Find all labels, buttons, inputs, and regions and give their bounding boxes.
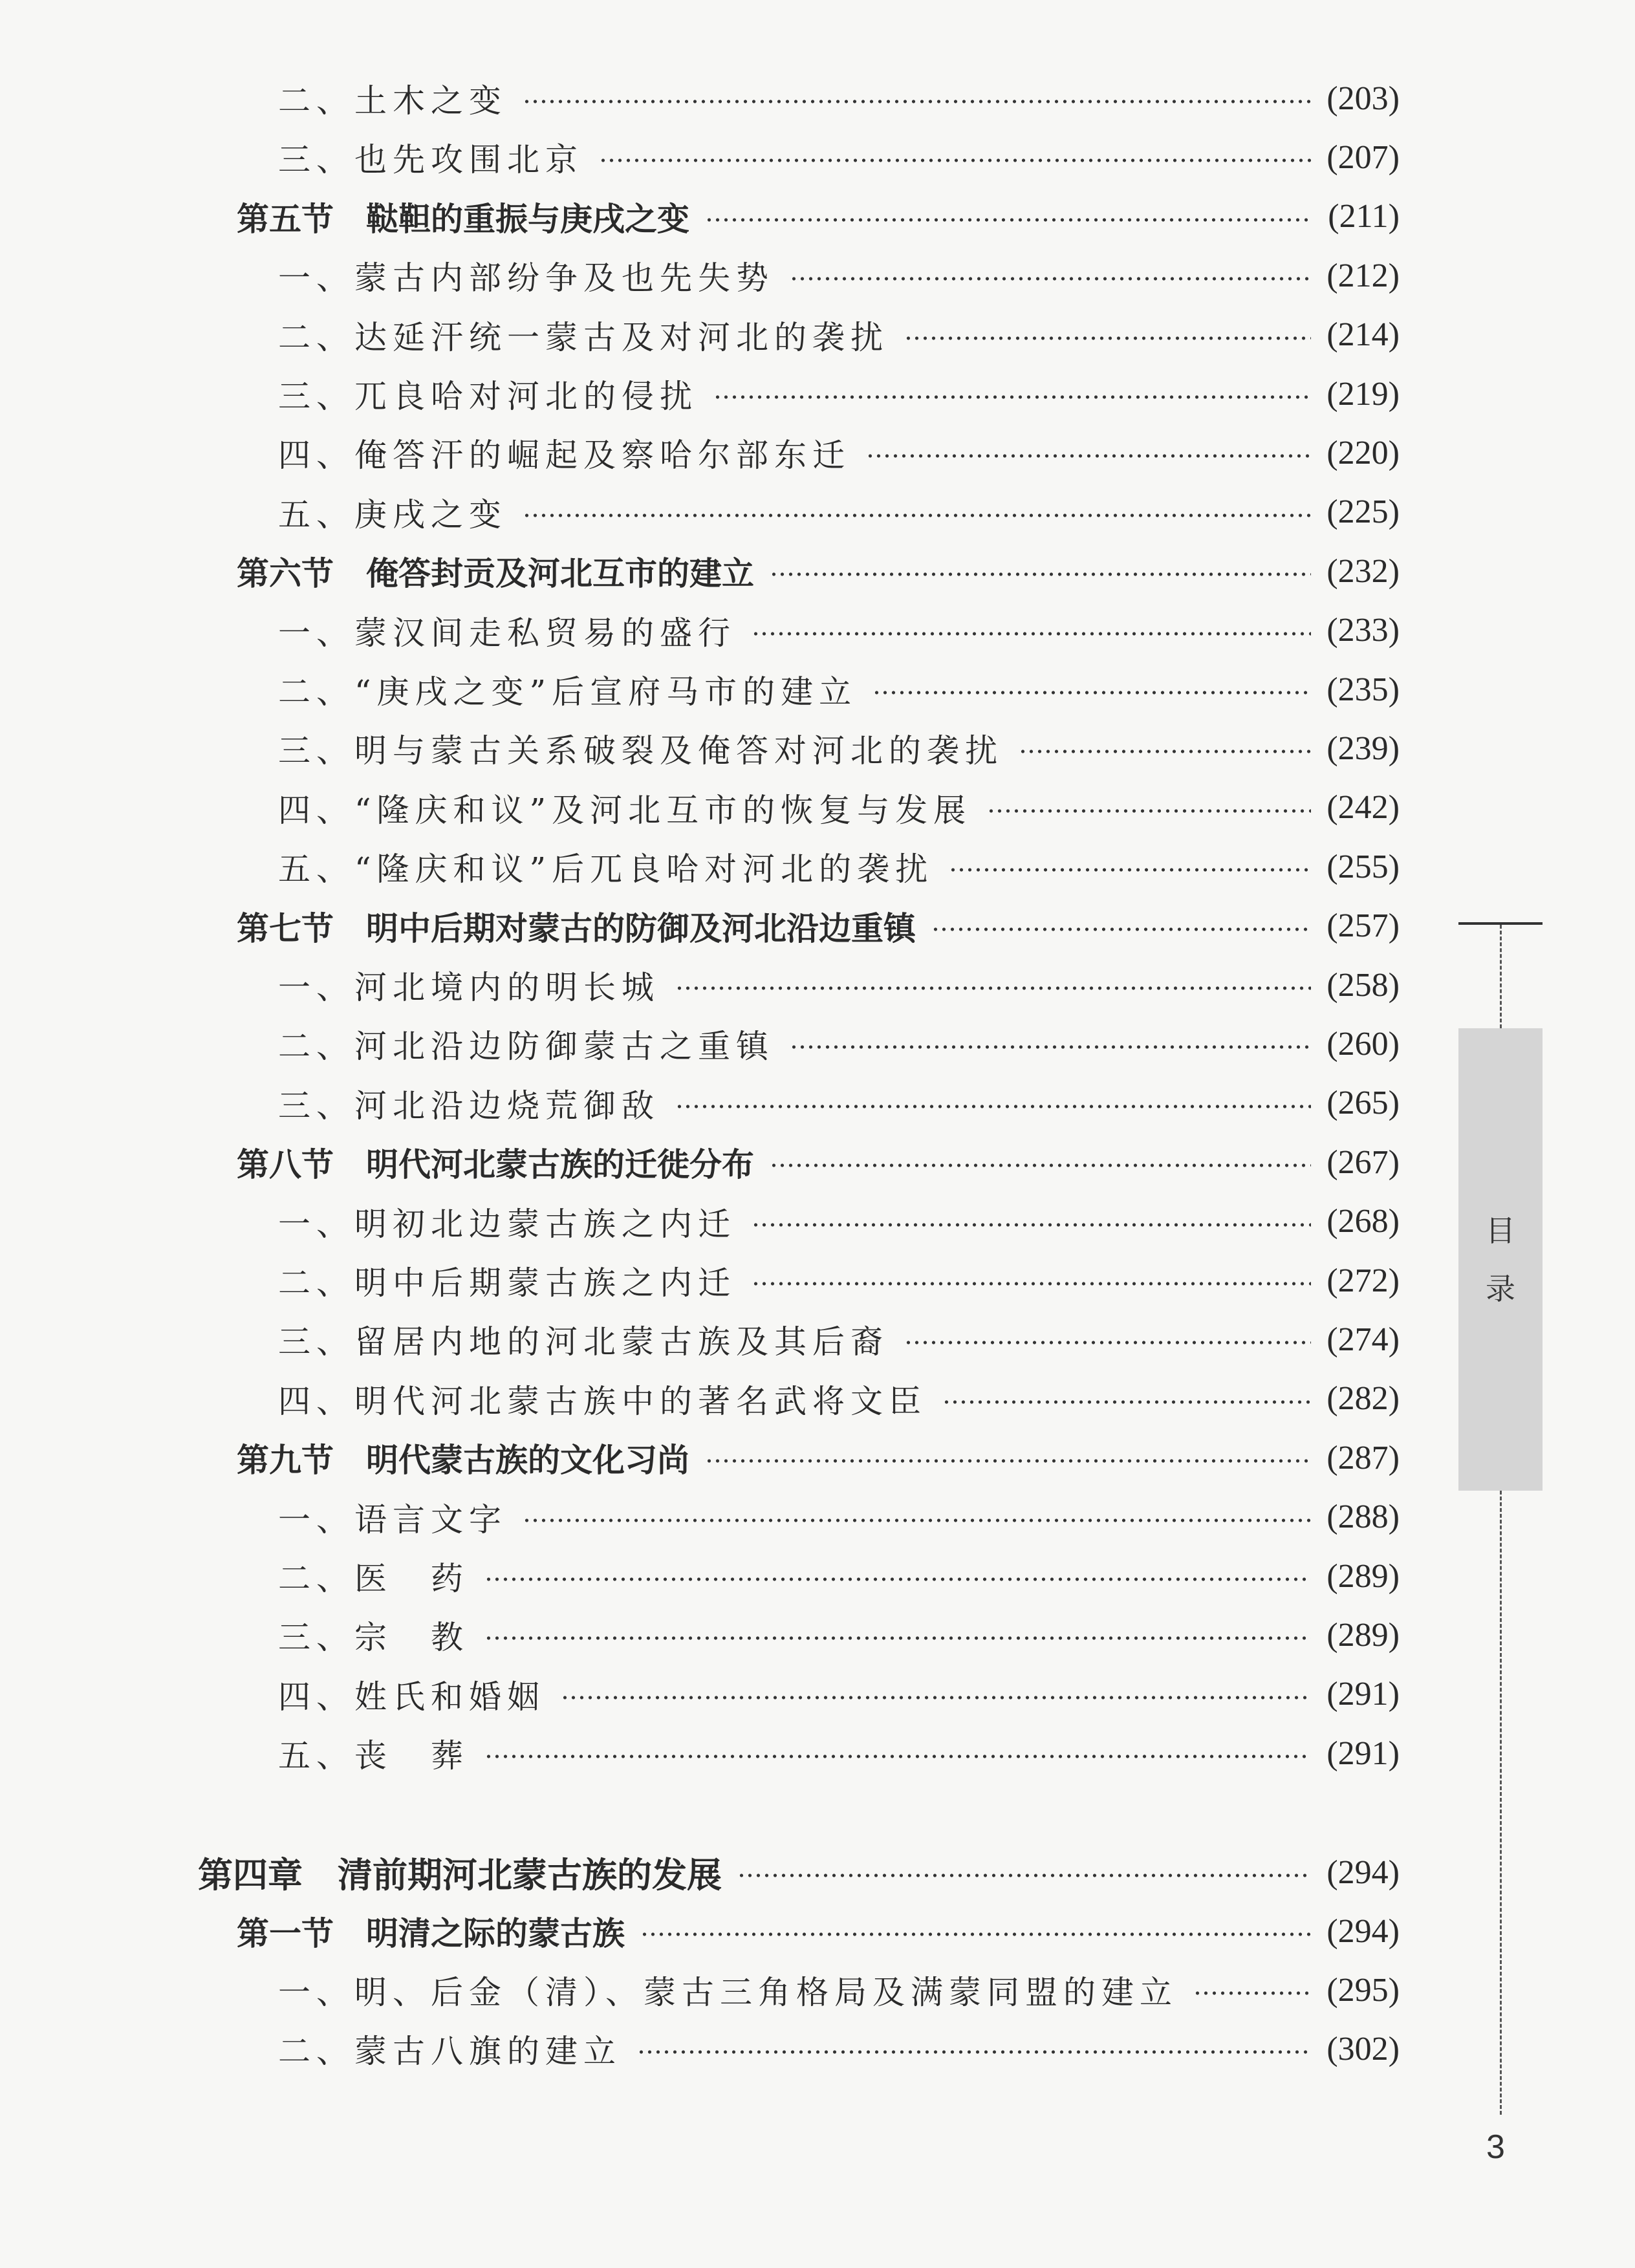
entry-page-number: (233) bbox=[1326, 612, 1400, 649]
entry-title: 四、“隆庆和议”及河北互市的恢复与发展 bbox=[278, 791, 972, 829]
dot-leader bbox=[770, 572, 1311, 576]
dot-leader bbox=[561, 1696, 1311, 1700]
dot-leader bbox=[1019, 750, 1311, 753]
entry-page-number: (289) bbox=[1326, 1616, 1400, 1654]
entry-title: 二、“庚戌之变”后宣府马市的建立 bbox=[278, 673, 858, 711]
toc-subsection-entry bbox=[278, 778, 1400, 837]
toc-subsection-entry bbox=[278, 1546, 1400, 1606]
entry-page-number: (214) bbox=[1326, 316, 1400, 354]
entry-page-number: (258) bbox=[1326, 966, 1400, 1004]
entry-title: 第五节 鞑靼的重振与庚戌之变 bbox=[237, 199, 689, 238]
entry-title: 一、蒙汉间走私贸易的盛行 bbox=[278, 614, 736, 652]
toc-subsection-entry bbox=[278, 246, 1400, 305]
toc-section-entry bbox=[237, 1132, 1400, 1192]
toc-subsection-entry bbox=[278, 1665, 1400, 1724]
entry-title: 五、“隆庆和议”后兀良哈对河北的袭扰 bbox=[278, 850, 934, 889]
entry-page-number: (272) bbox=[1326, 1262, 1400, 1299]
dot-leader bbox=[523, 100, 1311, 103]
toc-subsection-entry bbox=[278, 364, 1400, 424]
dot-leader bbox=[866, 454, 1311, 458]
entry-page-number: (282) bbox=[1326, 1380, 1400, 1418]
entry-title: 三、也先攻围北京 bbox=[278, 141, 583, 179]
dot-leader bbox=[637, 2050, 1311, 2054]
dot-leader bbox=[737, 1874, 1311, 1877]
entry-page-number: (235) bbox=[1326, 671, 1400, 708]
toc-subsection-entry bbox=[278, 482, 1400, 542]
entry-title: 三、河北沿边烧荒御敌 bbox=[278, 1086, 660, 1125]
side-tab-contents bbox=[1458, 1028, 1543, 1491]
toc-subsection-entry bbox=[278, 1723, 1400, 1783]
entry-page-number: (294) bbox=[1326, 1853, 1400, 1891]
entry-title: 第一节 明清之际的蒙古族 bbox=[237, 1914, 625, 1952]
entry-page-number: (255) bbox=[1326, 848, 1400, 885]
entry-title: 二、明中后期蒙古族之内迁 bbox=[278, 1264, 736, 1302]
entry-page-number: (212) bbox=[1326, 257, 1400, 294]
entry-title: 一、明、后金（清）、蒙古三角格局及满蒙同盟的建立 bbox=[278, 1974, 1178, 2011]
dot-leader bbox=[904, 336, 1311, 340]
entry-title: 五、丧 葬 bbox=[278, 1737, 469, 1775]
entry-page-number: (291) bbox=[1326, 1734, 1400, 1772]
entry-page-number: (294) bbox=[1326, 1912, 1400, 1950]
entry-title: 二、达延汗统一蒙古及对河北的袭扰 bbox=[278, 318, 889, 356]
entry-title: 三、兀良哈对河北的侵扰 bbox=[278, 378, 698, 415]
entry-page-number: (265) bbox=[1326, 1085, 1400, 1122]
toc-subsection-entry bbox=[278, 1192, 1400, 1251]
toc-subsection-entry bbox=[278, 1014, 1400, 1074]
toc-section-entry bbox=[237, 187, 1400, 246]
dot-leader bbox=[752, 1223, 1311, 1227]
entry-page-number: (288) bbox=[1326, 1498, 1400, 1536]
toc-subsection-entry bbox=[278, 305, 1400, 365]
entry-title: 第六节 俺答封贡及河北互市的建立 bbox=[237, 554, 754, 593]
entry-page-number: (232) bbox=[1326, 552, 1400, 590]
dot-leader bbox=[987, 809, 1311, 813]
entry-title: 一、河北境内的明长城 bbox=[278, 969, 660, 1006]
entry-page-number: (257) bbox=[1326, 907, 1400, 945]
toc-subsection-entry bbox=[278, 718, 1400, 778]
entry-title: 二、医 药 bbox=[278, 1560, 469, 1597]
dot-leader bbox=[705, 1459, 1311, 1463]
entry-title: 四、姓氏和婚姻 bbox=[278, 1678, 545, 1716]
dot-leader bbox=[484, 1755, 1311, 1758]
entry-page-number: (260) bbox=[1326, 1025, 1400, 1063]
toc-section-entry bbox=[237, 896, 1400, 956]
entry-title: 三、明与蒙古关系破裂及俺答对河北的袭扰 bbox=[278, 732, 1003, 770]
entry-title: 第四章 清前期河北蒙古族的发展 bbox=[198, 1853, 722, 1895]
toc-subsection-entry bbox=[278, 2019, 1400, 2079]
toc-subsection-entry bbox=[278, 1605, 1400, 1665]
dot-leader bbox=[872, 691, 1311, 695]
entry-page-number: (220) bbox=[1326, 434, 1400, 471]
entry-title: 一、语言文字 bbox=[278, 1500, 507, 1539]
entry-title: 二、土木之变 bbox=[278, 82, 507, 120]
dot-leader bbox=[675, 986, 1311, 990]
side-tab-char-lu: 录 bbox=[1486, 1271, 1515, 1306]
entry-title: 第七节 明中后期对蒙古的防御及河北沿边重镇 bbox=[237, 909, 916, 947]
entry-page-number: (268) bbox=[1326, 1203, 1400, 1240]
toc-section-entry bbox=[237, 1901, 1400, 1961]
entry-page-number: (274) bbox=[1326, 1321, 1400, 1358]
dot-leader bbox=[949, 868, 1311, 872]
entry-title: 二、蒙古八旗的建立 bbox=[278, 2033, 622, 2070]
entry-page-number: (219) bbox=[1326, 375, 1400, 413]
entry-title: 第八节 明代河北蒙古族的迁徙分布 bbox=[237, 1145, 754, 1184]
entry-title: 第九节 明代蒙古族的文化习尚 bbox=[237, 1441, 689, 1480]
entry-page-number: (289) bbox=[1326, 1557, 1400, 1595]
entry-title: 五、庚戌之变 bbox=[278, 495, 507, 534]
entry-title: 一、蒙古内部纷争及也先失势 bbox=[278, 259, 774, 297]
toc-subsection-entry bbox=[278, 1310, 1400, 1369]
dot-leader bbox=[484, 1577, 1311, 1581]
toc-subsection-entry bbox=[278, 1074, 1400, 1133]
toc-subsection-entry bbox=[278, 1369, 1400, 1429]
entry-page-number: (207) bbox=[1326, 138, 1400, 176]
entry-title: 二、河北沿边防御蒙古之重镇 bbox=[278, 1028, 774, 1066]
dot-leader bbox=[931, 927, 1311, 931]
entry-title: 一、明初北边蒙古族之内迁 bbox=[278, 1205, 736, 1243]
dot-leader bbox=[790, 277, 1311, 281]
toc-section-entry bbox=[237, 541, 1400, 601]
entry-page-number: (242) bbox=[1326, 789, 1400, 826]
toc-subsection-entry bbox=[278, 1960, 1400, 2020]
entry-page-number: (267) bbox=[1326, 1143, 1400, 1181]
entry-page-number: (239) bbox=[1326, 729, 1400, 767]
entry-page-number: (203) bbox=[1326, 80, 1400, 117]
side-tab-char-mu: 目 bbox=[1486, 1213, 1515, 1248]
toc-subsection-entry bbox=[278, 1251, 1400, 1310]
toc-subsection-entry bbox=[278, 601, 1400, 660]
entry-page-number: (295) bbox=[1326, 1971, 1400, 2009]
entry-title: 四、俺答汗的崛起及察哈尔部东迁 bbox=[278, 437, 850, 475]
page-number: 3 bbox=[1486, 2128, 1505, 2166]
dot-leader bbox=[640, 1932, 1311, 1936]
dot-leader bbox=[599, 158, 1311, 162]
toc-chapter-entry bbox=[198, 1842, 1400, 1902]
entry-page-number: (211) bbox=[1328, 198, 1400, 235]
dot-leader bbox=[752, 632, 1311, 636]
dot-leader bbox=[770, 1163, 1311, 1167]
entry-title: 三、宗 教 bbox=[278, 1619, 469, 1657]
toc-subsection-entry bbox=[278, 837, 1400, 896]
entry-title: 四、明代河北蒙古族中的著名武将文臣 bbox=[278, 1382, 927, 1420]
toc-subsection-entry bbox=[278, 127, 1400, 187]
dot-leader bbox=[484, 1636, 1311, 1640]
dot-leader bbox=[752, 1282, 1311, 1286]
entry-title: 三、留居内地的河北蒙古族及其后裔 bbox=[278, 1323, 889, 1361]
dot-leader bbox=[523, 513, 1311, 517]
dot-leader bbox=[705, 218, 1312, 222]
toc-subsection-entry bbox=[278, 955, 1400, 1015]
side-tab-dashed-line-bottom bbox=[1500, 1491, 1502, 2115]
dot-leader bbox=[904, 1341, 1311, 1345]
entry-page-number: (225) bbox=[1326, 493, 1400, 531]
toc-section-entry bbox=[237, 1428, 1400, 1487]
toc-subsection-entry bbox=[278, 660, 1400, 719]
dot-leader bbox=[1193, 1991, 1311, 1995]
entry-page-number: (291) bbox=[1326, 1676, 1400, 1713]
dot-leader bbox=[675, 1105, 1311, 1108]
dot-leader bbox=[942, 1400, 1311, 1404]
dot-leader bbox=[790, 1045, 1311, 1049]
toc-subsection-entry bbox=[278, 423, 1400, 482]
side-tab-dashed-line-top bbox=[1500, 925, 1502, 1028]
toc-subsection-entry bbox=[278, 69, 1400, 128]
toc-subsection-entry bbox=[278, 1487, 1400, 1547]
dot-leader bbox=[523, 1518, 1311, 1522]
entry-page-number: (302) bbox=[1326, 2030, 1400, 2068]
dot-leader bbox=[713, 395, 1311, 399]
entry-page-number: (287) bbox=[1326, 1439, 1400, 1476]
